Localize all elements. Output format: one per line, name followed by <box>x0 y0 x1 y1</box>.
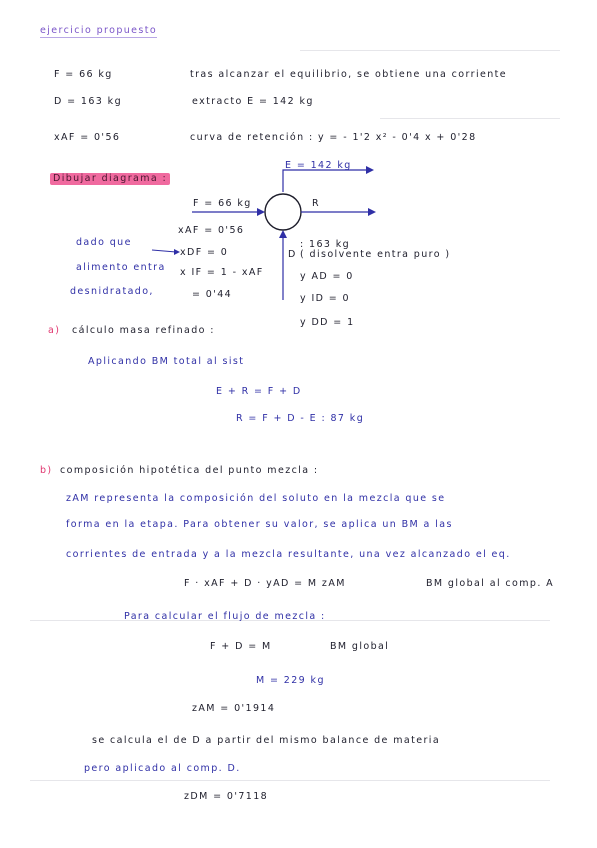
part-b-eq-comp: F · xAF + D · yAD = M zAM <box>184 578 346 589</box>
D-label: D <box>288 249 297 260</box>
F-arrow-head <box>257 208 265 216</box>
E-arrow-head <box>366 166 374 174</box>
part-b-p5: se calcula el de D a partir del mismo balance de materia <box>92 735 441 746</box>
yDD: y DD = 1 <box>300 317 355 328</box>
R-arrow-head <box>368 208 376 216</box>
curve-text: curva de retención : y = - 1'2 x² - 0'4 x + 0'28 <box>190 132 477 143</box>
part-a-heading: cálculo masa refinado : <box>72 325 215 336</box>
xDF-diagram: xDF = 0 <box>180 247 229 258</box>
E-stream-line <box>283 170 366 192</box>
part-b-p4: Para calcular el flujo de mezcla : <box>124 611 326 622</box>
D-note: ( disolvente entra puro ) <box>300 249 451 260</box>
xAF-diagram: xAF = 0'56 <box>178 225 245 236</box>
xIF-diagram: x IF = 1 - xAF <box>180 267 264 278</box>
extract-text: extracto E = 142 kg <box>192 96 314 107</box>
E-label: E = 142 kg <box>285 160 352 171</box>
part-b-p6: pero aplicado al comp. D. <box>84 763 241 774</box>
part-b-eq-comp-note: BM global al comp. A <box>426 578 555 589</box>
part-b-M: M = 229 kg <box>256 675 325 686</box>
note-line-1: dado que <box>76 237 132 248</box>
yAD: y AD = 0 <box>300 271 354 282</box>
part-b-zDM: zDM = 0'7118 <box>184 791 269 802</box>
part-b-p2: forma en la etapa. Para obtener su valor, se aplica un BM a las <box>66 519 453 530</box>
note-line-3: desnidratado, <box>70 286 154 297</box>
part-a-eq1: E + R = F + D <box>216 386 302 397</box>
part-b-eq-global-note: BM global <box>330 641 390 652</box>
R-label: R <box>312 198 321 209</box>
D-value: : 163 kg <box>300 239 351 250</box>
D-arrow-head <box>279 230 287 238</box>
diagram-heading: Dibujar diagrama : <box>50 173 170 185</box>
part-b-heading: composición hipotética del punto mezcla : <box>60 465 319 476</box>
F-label: F = 66 kg <box>193 198 252 209</box>
part-a-line1: Aplicando BM total al sist <box>88 356 245 367</box>
part-b-p1: zAM representa la composición del soluto en la mezcla que se <box>66 493 446 504</box>
part-b-eq-global: F + D = M <box>210 641 272 652</box>
note-pointer <box>152 250 176 252</box>
part-a-eq2: R = F + D - E : 87 kg <box>236 413 365 424</box>
mixer-circle <box>265 194 301 230</box>
part-a-marker: a) <box>48 325 61 336</box>
given-D: D = 163 kg <box>54 96 122 107</box>
part-b-p3: corrientes de entrada y a la mezcla resultante, una vez alcanzado el eq. <box>66 549 511 560</box>
note-line-2: alimento entra <box>76 262 166 273</box>
part-b-zAM: zAM = 0'1914 <box>192 703 276 714</box>
given-F: F = 66 kg <box>54 69 113 80</box>
given-xAF: xAF = 0'56 <box>54 132 121 143</box>
yID: y ID = 0 <box>300 293 351 304</box>
page-title: ejercicio propuesto <box>40 25 158 36</box>
xIF-value: = 0'44 <box>192 289 233 300</box>
equilibrium-text: tras alcanzar el equilibrio, se obtiene una corriente <box>190 69 508 80</box>
part-b-marker: b) <box>40 465 53 476</box>
